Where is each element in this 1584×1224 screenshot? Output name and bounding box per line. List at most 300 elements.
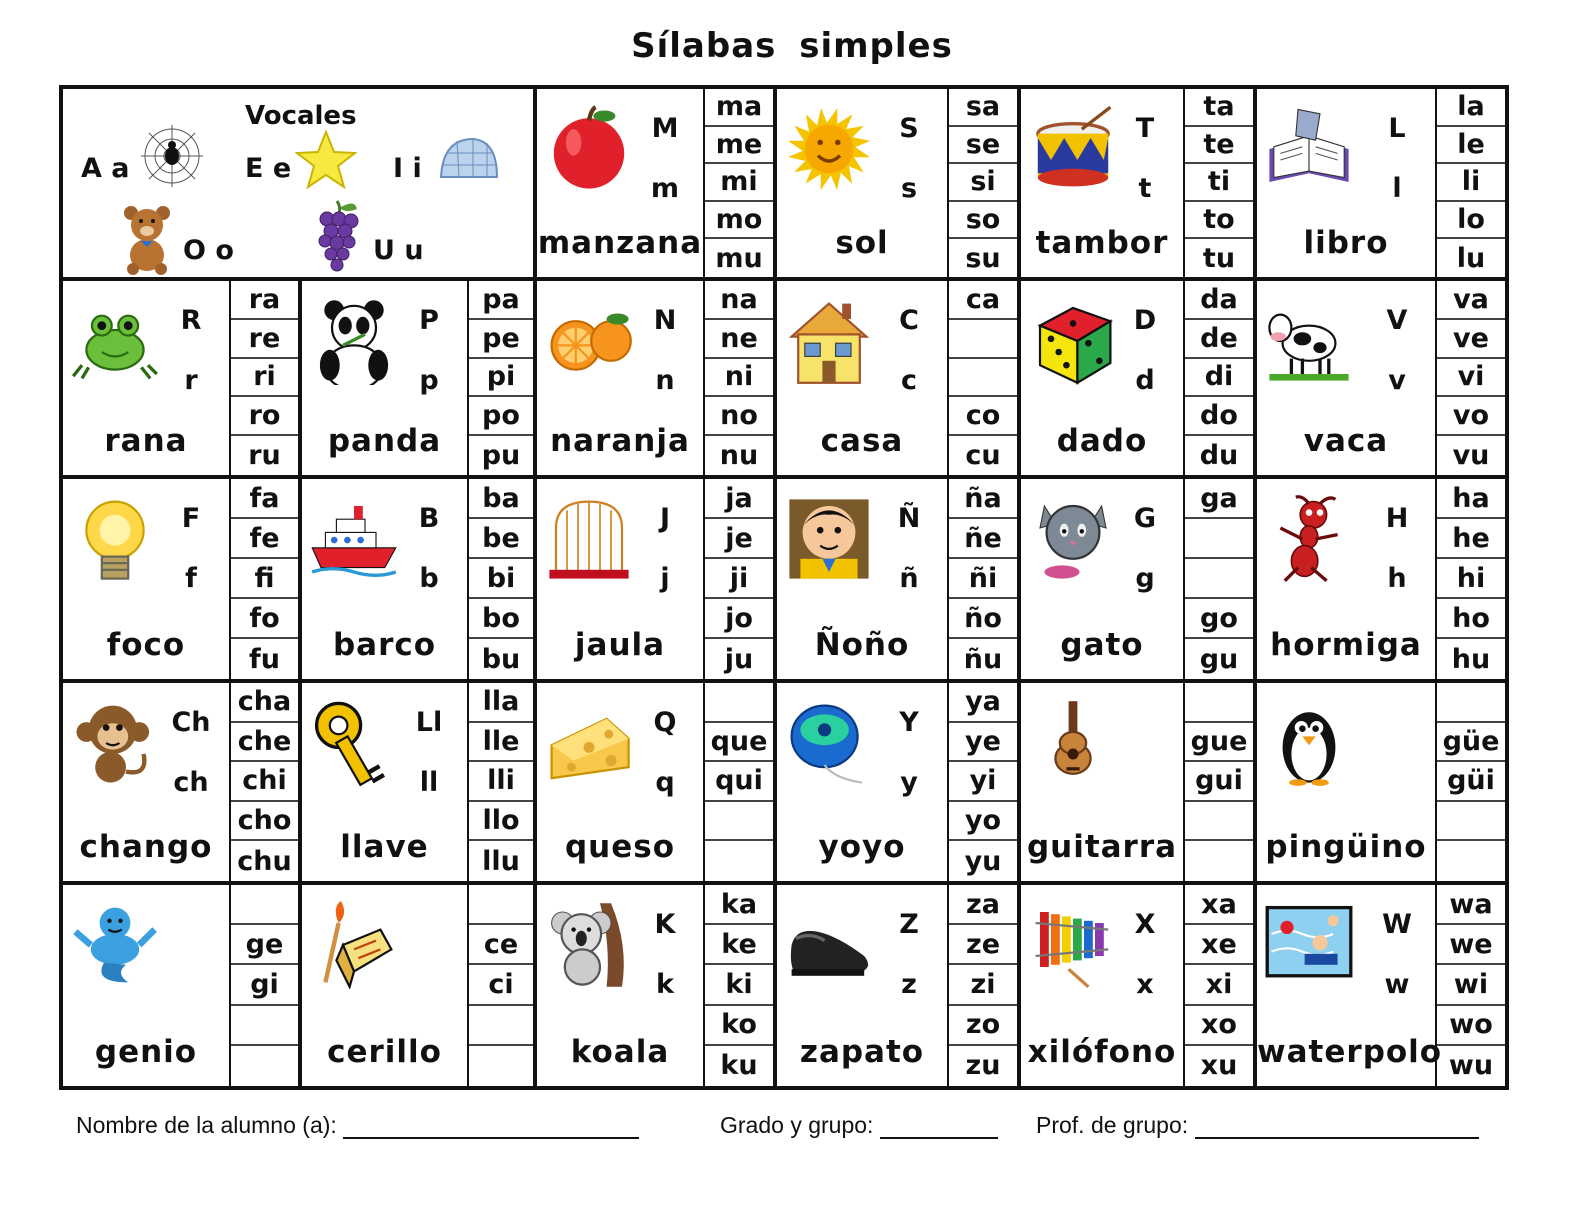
syllable-cell: bi: [469, 559, 533, 599]
syllable-cell: cha: [231, 683, 298, 723]
syllable-cell: lu: [1456, 242, 1486, 274]
lowercase-letter: f: [185, 563, 197, 594]
syllable-cell: vi: [1437, 359, 1505, 398]
card-c: [777, 281, 947, 479]
footer-grade: [720, 1112, 998, 1139]
example-word: Ñoño: [814, 627, 910, 663]
syllable-cell: ma: [705, 89, 773, 127]
syllable-cell: pi: [469, 359, 533, 398]
syllable-cell: pe: [469, 320, 533, 359]
syllable-cell: ci: [469, 965, 533, 1005]
syllable-cell: [705, 841, 773, 881]
card-r: [63, 281, 229, 479]
lowercase-letter: t: [1138, 173, 1152, 204]
syllable-cell: de: [1185, 320, 1253, 359]
syllable-cell: qui: [705, 762, 773, 802]
syllable-cell: ku: [720, 1050, 758, 1082]
uppercase-letter: X: [1134, 909, 1156, 940]
syllable-cell: ta: [1185, 89, 1253, 127]
syllable-cell: chu: [237, 845, 292, 877]
syllable-column: [1435, 885, 1509, 1090]
example-word: queso: [564, 829, 676, 865]
example-word: panda: [327, 423, 442, 459]
syllable-cell: [231, 1046, 298, 1086]
card-ce: [302, 885, 467, 1090]
card-x: [1021, 885, 1183, 1090]
syllable-cell: no: [705, 397, 773, 436]
lowercase-letter: ll: [419, 767, 439, 798]
bear-icon: [119, 203, 175, 275]
syllable-cell: fa: [231, 479, 298, 519]
syllable-cell: ke: [705, 925, 773, 965]
card-gu: [1021, 683, 1183, 885]
syllable-cell: mu: [715, 242, 763, 274]
syllable-column: [1183, 89, 1257, 281]
star-icon: [295, 129, 357, 191]
syllable-cell: he: [1437, 519, 1505, 559]
panda-icon: [310, 297, 398, 385]
vowel-i-label: I i: [393, 153, 422, 184]
syllable-cell: bu: [481, 643, 521, 675]
syllable-cell: [1437, 802, 1505, 842]
xylophone-icon: [1029, 901, 1117, 989]
syllable-column: [703, 683, 777, 885]
syllable-column: [1183, 281, 1257, 479]
syllable-cell: fu: [249, 643, 280, 675]
ant-icon: [1265, 495, 1353, 583]
lowercase-letter: v: [1388, 365, 1406, 396]
lowercase-letter: b: [419, 563, 439, 594]
vowel-o-label: O o: [183, 235, 234, 266]
syllable-cell: pu: [481, 440, 521, 472]
card-j: [537, 479, 703, 683]
example-word: manzana: [537, 225, 703, 261]
shoe-icon: [785, 901, 873, 989]
spider-icon: [139, 123, 205, 189]
key-icon: [310, 699, 398, 787]
syllable-cell: wo: [1437, 1006, 1505, 1046]
syllable-cell: li: [1437, 164, 1505, 202]
syllable-cell: [1185, 683, 1253, 723]
guitar-icon: [1029, 699, 1117, 787]
uppercase-letter: D: [1133, 305, 1157, 336]
syllable-cell: mo: [705, 202, 773, 240]
syllable-cell: wa: [1437, 885, 1505, 925]
cow-icon: [1265, 297, 1353, 385]
monkey-icon: [71, 699, 159, 787]
card-s: [777, 89, 947, 281]
example-word: genio: [94, 1034, 198, 1070]
syllable-cell: fe: [231, 519, 298, 559]
syllable-cell: fi: [231, 559, 298, 599]
example-word: chango: [79, 829, 213, 865]
card-l: [1257, 89, 1435, 281]
syllable-cell: pa: [469, 281, 533, 320]
uppercase-letter: J: [659, 503, 671, 534]
grade-label: Grado y grupo:: [720, 1112, 874, 1138]
syllable-cell: to: [1185, 202, 1253, 240]
syllable-cell: ru: [248, 440, 281, 472]
syllable-cell: xe: [1185, 925, 1253, 965]
syllable-cell: ka: [705, 885, 773, 925]
waterpolo-icon: [1265, 901, 1353, 989]
cat-icon: [1029, 495, 1117, 583]
vowels-heading: Vocales: [245, 101, 357, 131]
card-k: [537, 885, 703, 1090]
syllable-cell: [1437, 683, 1505, 723]
penguin-icon: [1265, 699, 1353, 787]
syllable-cell: ñe: [949, 519, 1017, 559]
example-word: tambor: [1035, 225, 1169, 261]
syllable-column: [229, 885, 302, 1090]
syllable-cell: ju: [724, 643, 754, 675]
vowel-e-label: E e: [245, 153, 292, 184]
syllable-cell: be: [469, 519, 533, 559]
prof-field[interactable]: [1195, 1115, 1479, 1139]
card-w: [1257, 885, 1443, 1090]
syllable-cell: za: [949, 885, 1017, 925]
cage-icon: [545, 495, 633, 583]
syllable-cell: [469, 1046, 533, 1086]
example-word: koala: [570, 1034, 670, 1070]
card-ge: [63, 885, 229, 1090]
syllable-cell: du: [1199, 440, 1239, 472]
card-ll: [302, 683, 467, 885]
syllable-cell: gue: [1185, 723, 1253, 763]
uppercase-letter: R: [180, 305, 202, 336]
syllable-cell: llu: [482, 845, 520, 877]
syllable-cell: ña: [949, 479, 1017, 519]
syllable-cell: lle: [469, 723, 533, 763]
syllable-cell: ca: [949, 281, 1017, 320]
example-word: guitarra: [1026, 829, 1178, 865]
example-word: waterpolo: [1257, 1034, 1443, 1070]
lowercase-letter: d: [1135, 365, 1155, 396]
card-v: [1257, 281, 1435, 479]
syllable-cell: ñi: [949, 559, 1017, 599]
card-n: [537, 281, 703, 479]
syllable-cell: yu: [964, 845, 1002, 877]
card-d: [1021, 281, 1183, 479]
lowercase-letter: j: [660, 563, 670, 594]
syllable-column: [947, 683, 1021, 885]
lowercase-letter: z: [901, 969, 917, 1000]
example-word: jaula: [574, 627, 666, 663]
syllable-cell: je: [705, 519, 773, 559]
syllable-cell: gu: [1199, 643, 1239, 675]
sun-icon: [785, 105, 873, 193]
syllable-cell: ge: [231, 925, 298, 965]
syllable-cell: si: [949, 164, 1017, 202]
card-gue: [1257, 683, 1435, 885]
uppercase-letter: Y: [899, 707, 919, 738]
syllable-cell: güe: [1437, 723, 1505, 763]
example-word: libro: [1303, 225, 1389, 261]
example-word: vaca: [1303, 423, 1389, 459]
syllable-cell: di: [1185, 359, 1253, 398]
dice-icon: [1029, 297, 1117, 385]
syllable-cell: ño: [949, 599, 1017, 639]
lowercase-letter: w: [1384, 969, 1410, 1000]
syllable-cell: ro: [231, 397, 298, 436]
syllable-cell: ha: [1437, 479, 1505, 519]
syllable-cell: xi: [1185, 965, 1253, 1005]
syllable-cell: vo: [1437, 397, 1505, 436]
koala-icon: [545, 901, 633, 989]
card-b: [302, 479, 467, 683]
example-word: sol: [835, 225, 889, 261]
syllable-cell: [1185, 802, 1253, 842]
genie-icon: [71, 901, 159, 989]
syllable-cell: su: [965, 242, 1001, 274]
uppercase-letter: H: [1385, 503, 1409, 534]
example-word: xilófono: [1027, 1034, 1177, 1070]
syllable-column: [1435, 281, 1509, 479]
uppercase-letter: Ñ: [897, 503, 921, 534]
lightbulb-icon: [71, 495, 159, 583]
lowercase-letter: k: [656, 969, 674, 1000]
syllable-cell: [231, 885, 298, 925]
drum-icon: [1029, 105, 1117, 193]
syllable-column: [1435, 683, 1509, 885]
apple-icon: [545, 105, 633, 193]
uppercase-letter: Ch: [171, 707, 211, 738]
orange-icon: [545, 297, 633, 385]
syllable-cell: ra: [231, 281, 298, 320]
syllable-cell: ko: [705, 1006, 773, 1046]
book-icon: [1265, 105, 1353, 193]
prof-label: Prof. de grupo:: [1036, 1112, 1189, 1138]
lowercase-letter: l: [1392, 173, 1402, 204]
syllable-cell: lla: [469, 683, 533, 723]
igloo-icon: [437, 133, 499, 181]
example-word: foco: [106, 627, 186, 663]
card-y: [777, 683, 947, 885]
syllable-column: [703, 479, 777, 683]
card-ch: [63, 683, 229, 885]
syllable-cell: lli: [469, 762, 533, 802]
syllable-cell: ba: [469, 479, 533, 519]
uppercase-letter: P: [419, 305, 439, 336]
syllable-column: [703, 89, 777, 281]
syllable-cell: ze: [949, 925, 1017, 965]
uppercase-letter: Q: [653, 707, 677, 738]
syllable-cell: güi: [1437, 762, 1505, 802]
example-word: llave: [340, 829, 429, 865]
example-word: pingüino: [1265, 829, 1427, 865]
syllable-cell: we: [1437, 925, 1505, 965]
uppercase-letter: L: [1388, 113, 1406, 144]
grade-field[interactable]: [880, 1115, 998, 1139]
syllable-cell: que: [705, 723, 773, 763]
syllable-cell: cho: [231, 802, 298, 842]
syllable-cell: ne: [705, 320, 773, 359]
syllable-cell: wi: [1437, 965, 1505, 1005]
lowercase-letter: ch: [173, 767, 209, 798]
example-word: zapato: [799, 1034, 925, 1070]
syllable-cell: zo: [949, 1006, 1017, 1046]
uppercase-letter: N: [653, 305, 677, 336]
grapes-icon: [315, 197, 361, 273]
syllable-cell: [1185, 519, 1253, 559]
syllable-cell: bo: [469, 599, 533, 639]
lowercase-letter: r: [184, 365, 198, 396]
syllable-cell: la: [1437, 89, 1505, 127]
syllable-cell: ce: [469, 925, 533, 965]
syllable-column: [467, 885, 537, 1090]
lowercase-letter: ñ: [899, 563, 919, 594]
syllable-cell: so: [949, 202, 1017, 240]
syllable-cell: ho: [1437, 599, 1505, 639]
uppercase-letter: W: [1382, 909, 1412, 940]
example-word: naranja: [550, 423, 690, 459]
syllable-column: [467, 281, 537, 479]
cheese-icon: [545, 699, 633, 787]
example-word: casa: [820, 423, 904, 459]
vowels-cell: [63, 89, 537, 281]
syllable-cell: yi: [949, 762, 1017, 802]
syllable-cell: [231, 1006, 298, 1046]
lowercase-letter: q: [655, 767, 675, 798]
uppercase-letter: Z: [899, 909, 919, 940]
example-word: barco: [332, 627, 437, 663]
syllable-cell: ji: [705, 559, 773, 599]
card-nn: [777, 479, 947, 683]
name-field[interactable]: [343, 1115, 639, 1139]
syllable-cell: [1185, 841, 1253, 881]
syllable-cell: [705, 683, 773, 723]
syllable-cell: cu: [965, 440, 1001, 472]
syllable-cell: po: [469, 397, 533, 436]
syllable-column: [947, 885, 1021, 1090]
syllable-cell: ki: [705, 965, 773, 1005]
syllable-cell: [1437, 841, 1505, 881]
match-icon: [310, 901, 398, 989]
example-word: gato: [1060, 627, 1144, 663]
syllable-column: [947, 479, 1021, 683]
syllable-cell: lo: [1437, 202, 1505, 240]
house-icon: [785, 297, 873, 385]
ship-icon: [310, 495, 398, 583]
syllable-cell: re: [231, 320, 298, 359]
vowel-a-label: A a: [81, 153, 130, 184]
syllable-cell: le: [1437, 127, 1505, 165]
footer-prof: [1036, 1112, 1479, 1139]
example-word: yoyo: [818, 829, 906, 865]
syllable-column: [1435, 89, 1509, 281]
syllable-cell: yo: [949, 802, 1017, 842]
uppercase-letter: F: [181, 503, 201, 534]
syllable-cell: [1185, 559, 1253, 599]
syllable-cell: co: [949, 397, 1017, 436]
syllable-column: [703, 281, 777, 479]
card-m: [537, 89, 703, 281]
syllable-cell: ñu: [963, 643, 1003, 675]
syllable-cell: ja: [705, 479, 773, 519]
card-p: [302, 281, 467, 479]
syllable-cell: va: [1437, 281, 1505, 320]
syllable-cell: jo: [705, 599, 773, 639]
card-h: [1257, 479, 1435, 683]
card-f: [63, 479, 229, 683]
uppercase-letter: V: [1386, 305, 1408, 336]
syllable-cell: ve: [1437, 320, 1505, 359]
syllable-cell: hi: [1437, 559, 1505, 599]
syllable-column: [229, 683, 302, 885]
boy-icon: [785, 495, 873, 583]
syllable-cell: do: [1185, 397, 1253, 436]
syllable-cell: se: [949, 127, 1017, 165]
uppercase-letter: Ll: [415, 707, 443, 738]
syllable-cell: chi: [231, 762, 298, 802]
syllable-cell: [469, 885, 533, 925]
uppercase-letter: C: [899, 305, 919, 336]
syllable-cell: go: [1185, 599, 1253, 639]
syllable-cell: gui: [1185, 762, 1253, 802]
example-word: cerillo: [327, 1034, 442, 1070]
syllable-cell: [705, 802, 773, 842]
syllable-cell: ri: [231, 359, 298, 398]
example-word: dado: [1056, 423, 1148, 459]
syllable-cell: da: [1185, 281, 1253, 320]
syllable-column: [1183, 683, 1257, 885]
vowel-u-label: U u: [373, 235, 424, 266]
syllable-cell: [949, 320, 1017, 359]
card-g: [1021, 479, 1183, 683]
syllable-cell: xu: [1200, 1050, 1238, 1082]
syllable-column: [947, 281, 1021, 479]
syllable-cell: zi: [949, 965, 1017, 1005]
syllable-cell: nu: [719, 440, 759, 472]
syllable-cell: te: [1185, 127, 1253, 165]
lowercase-letter: n: [655, 365, 675, 396]
uppercase-letter: B: [418, 503, 440, 534]
syllable-cell: xa: [1185, 885, 1253, 925]
syllable-cell: mi: [705, 164, 773, 202]
syllable-cell: ye: [949, 723, 1017, 763]
syllable-cell: [469, 1006, 533, 1046]
syllable-column: [467, 683, 537, 885]
lowercase-letter: m: [650, 173, 680, 204]
syllable-cell: tu: [1202, 242, 1236, 274]
footer-name: [76, 1112, 639, 1139]
syllable-column: [947, 89, 1021, 281]
lowercase-letter: x: [1136, 969, 1154, 1000]
syllable-cell: vu: [1452, 440, 1490, 472]
uppercase-letter: S: [899, 113, 919, 144]
syllable-cell: che: [231, 723, 298, 763]
card-z: [777, 885, 947, 1090]
lowercase-letter: c: [900, 365, 917, 396]
syllable-cell: fo: [231, 599, 298, 639]
syllable-cell: gi: [231, 965, 298, 1005]
syllable-cell: ni: [705, 359, 773, 398]
lowercase-letter: y: [900, 767, 918, 798]
syllable-cell: ya: [949, 683, 1017, 723]
syllable-cell: hu: [1451, 643, 1491, 675]
lowercase-letter: g: [1135, 563, 1155, 594]
syllable-cell: ti: [1185, 164, 1253, 202]
syllable-column: [229, 479, 302, 683]
example-word: rana: [104, 423, 188, 459]
frog-icon: [71, 297, 159, 385]
card-t: [1021, 89, 1183, 281]
syllable-cell: llo: [469, 802, 533, 842]
uppercase-letter: G: [1133, 503, 1157, 534]
uppercase-letter: T: [1135, 113, 1155, 144]
syllable-grid: [59, 85, 1509, 1090]
syllable-column: [1183, 885, 1257, 1090]
